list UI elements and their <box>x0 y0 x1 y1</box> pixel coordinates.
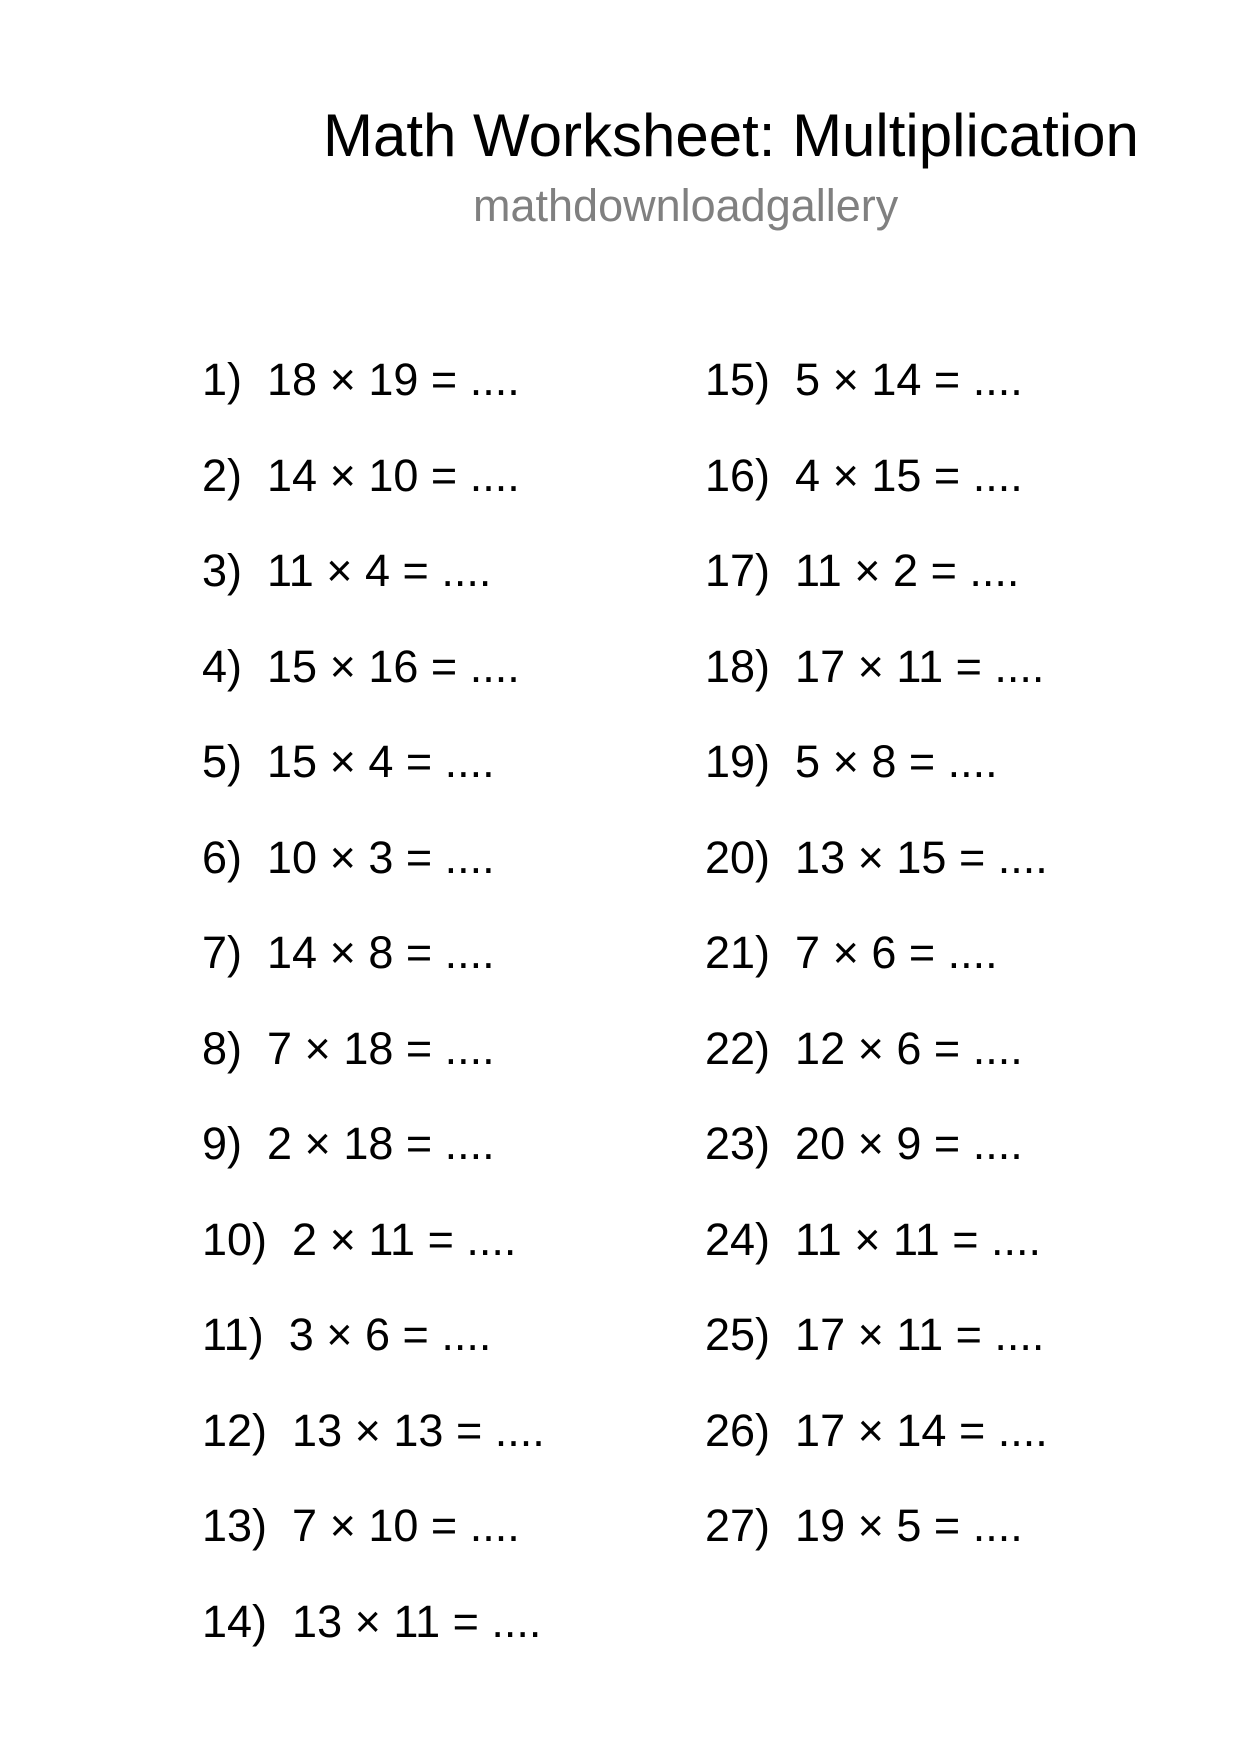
problem-number: 18) <box>705 640 771 692</box>
problem-expression: 15 × 16 = .... <box>267 640 520 692</box>
problem-row <box>705 1192 1048 1288</box>
problem-row <box>705 1287 1048 1383</box>
problem-expression: 17 × 14 = .... <box>795 1404 1048 1456</box>
problem-row <box>202 1001 545 1097</box>
problem-row <box>705 1096 1048 1192</box>
problem-row <box>202 810 545 906</box>
problem-number: 7) <box>202 927 243 978</box>
problem-expression: 3 × 6 = .... <box>288 1309 492 1360</box>
problem-row <box>202 332 545 428</box>
worksheet-subtitle: mathdownloadgallery <box>473 180 899 231</box>
problem-expression: 7 × 18 = .... <box>267 1022 495 1074</box>
problems-left-column <box>202 332 545 1669</box>
problem-expression: 2 × 18 = .... <box>267 1118 495 1169</box>
worksheet-title: Math Worksheet: Multiplication <box>323 102 1139 169</box>
problem-number: 27) <box>705 1500 771 1551</box>
problem-expression: 17 × 11 = .... <box>795 640 1045 692</box>
problem-number: 5) <box>202 736 243 787</box>
problem-row <box>202 1287 545 1383</box>
problem-expression: 14 × 10 = .... <box>267 449 520 501</box>
problem-row <box>202 1192 545 1288</box>
problem-row <box>705 1478 1048 1574</box>
problem-expression: 11 × 2 = .... <box>795 545 1020 596</box>
problem-expression: 7 × 6 = .... <box>795 927 998 978</box>
problem-number: 23) <box>705 1118 771 1169</box>
problem-number: 9) <box>202 1118 243 1169</box>
problem-number: 12) <box>202 1404 268 1456</box>
problem-row <box>705 332 1048 428</box>
problem-expression: 11 × 4 = .... <box>267 545 492 596</box>
problem-expression: 14 × 8 = .... <box>267 927 495 978</box>
problem-row <box>202 1574 545 1670</box>
problem-row <box>705 428 1048 524</box>
problem-expression: 13 × 13 = .... <box>292 1404 545 1456</box>
problem-number: 19) <box>705 736 771 787</box>
problems-right-column <box>705 332 1048 1574</box>
problem-number: 20) <box>705 831 771 883</box>
problem-number: 14) <box>202 1595 268 1647</box>
problem-row <box>202 1096 545 1192</box>
problem-expression: 7 × 10 = .... <box>292 1500 520 1551</box>
problem-expression: 12 × 6 = .... <box>795 1022 1023 1074</box>
problem-expression: 17 × 11 = .... <box>795 1309 1045 1360</box>
problem-expression: 13 × 11 = .... <box>292 1595 542 1647</box>
problem-number: 13) <box>202 1500 268 1551</box>
problem-row <box>705 905 1048 1001</box>
problem-row <box>705 523 1048 619</box>
problem-expression: 10 × 3 = .... <box>267 831 495 883</box>
problem-row <box>705 619 1048 715</box>
problem-number: 21) <box>705 927 771 978</box>
problem-number: 15) <box>705 354 771 405</box>
problem-expression: 4 × 15 = .... <box>795 449 1023 501</box>
problem-expression: 19 × 5 = .... <box>795 1500 1023 1551</box>
problem-row <box>705 714 1048 810</box>
problem-number: 8) <box>202 1022 243 1074</box>
problem-number: 17) <box>705 545 771 596</box>
problem-number: 2) <box>202 449 243 501</box>
problem-number: 6) <box>202 831 243 883</box>
problem-number: 24) <box>705 1213 771 1265</box>
problem-row <box>202 905 545 1001</box>
problem-number: 25) <box>705 1309 771 1360</box>
problem-expression: 5 × 14 = .... <box>795 354 1023 405</box>
problem-expression: 18 × 19 = .... <box>267 354 520 405</box>
problem-number: 10) <box>202 1213 268 1265</box>
problem-number: 1) <box>202 354 243 405</box>
problem-number: 11) <box>202 1309 264 1360</box>
problem-row <box>705 1001 1048 1097</box>
problem-row <box>202 619 545 715</box>
problem-expression: 20 × 9 = .... <box>795 1118 1023 1169</box>
problem-number: 4) <box>202 640 243 692</box>
problem-row <box>202 523 545 619</box>
problem-number: 3) <box>202 545 243 596</box>
problem-number: 26) <box>705 1404 771 1456</box>
problem-expression: 13 × 15 = .... <box>795 831 1048 883</box>
problem-row <box>202 1383 545 1479</box>
problem-number: 22) <box>705 1022 771 1074</box>
problem-number: 16) <box>705 449 771 501</box>
problem-expression: 2 × 11 = .... <box>292 1213 517 1265</box>
problem-expression: 15 × 4 = .... <box>267 736 495 787</box>
problem-row <box>705 1383 1048 1479</box>
problem-expression: 11 × 11 = .... <box>795 1213 1042 1265</box>
problem-row <box>202 1478 545 1574</box>
problem-row <box>705 810 1048 906</box>
problem-row <box>202 428 545 524</box>
problem-expression: 5 × 8 = .... <box>795 736 998 787</box>
problem-row <box>202 714 545 810</box>
